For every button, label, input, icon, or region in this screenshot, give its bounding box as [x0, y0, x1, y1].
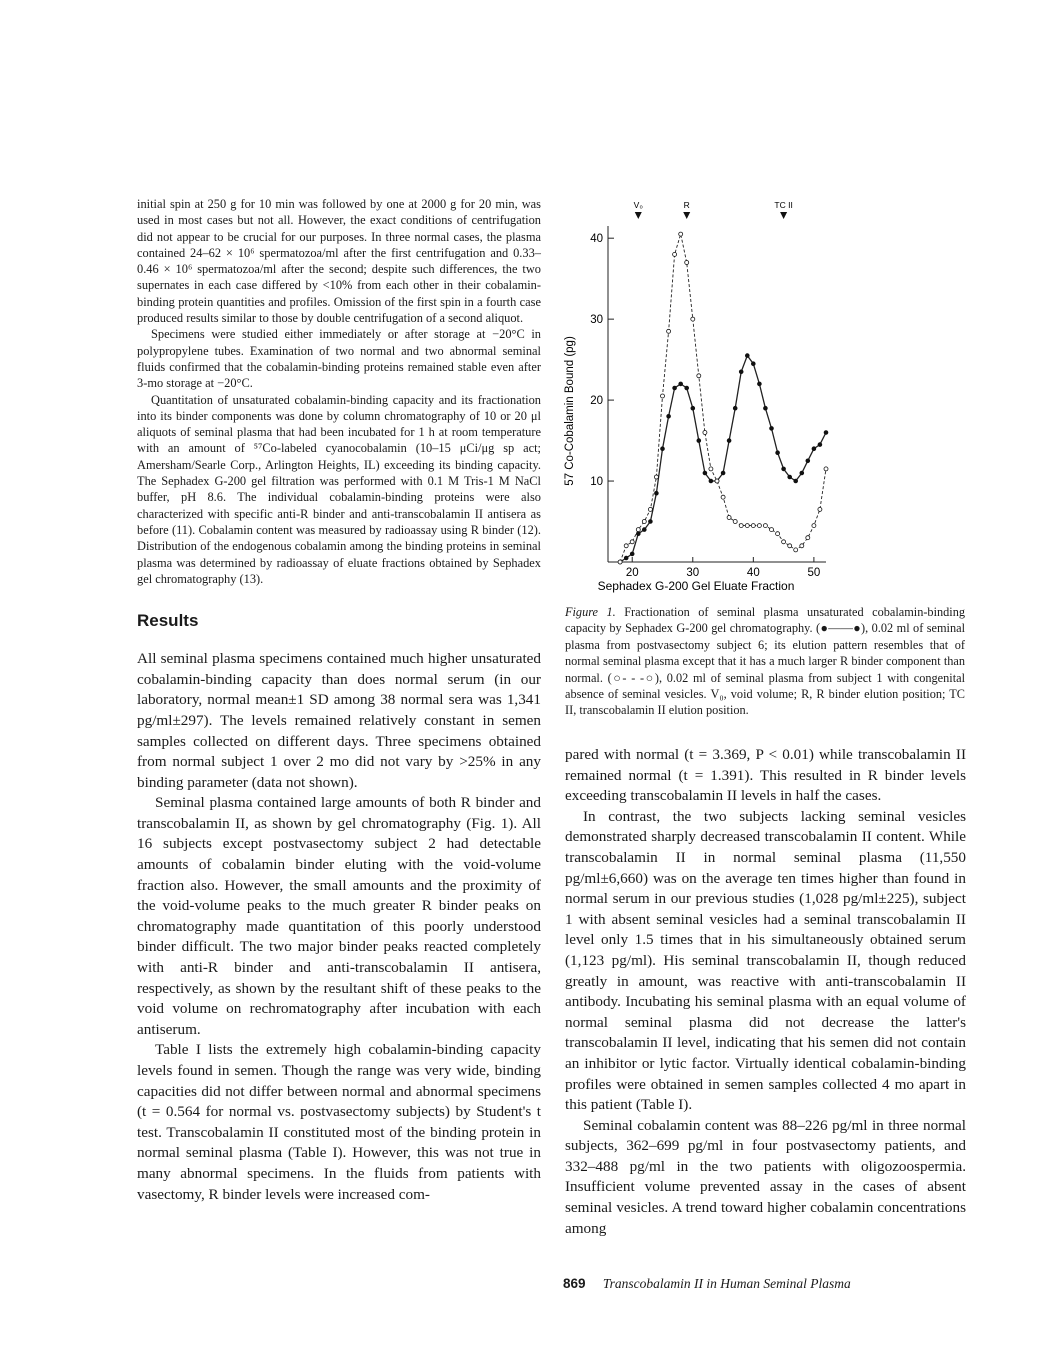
- caption-text: Fractionation of seminal plasma unsaturated cobalamin-binding capacity by Sephadex G-200 gel chromatography. (●——●), 0.02 ml of seminal plasma from postvasectomy subject 6; its elution pattern resembles that of normal seminal plasma except that it has a much larger R binder component than normal. (○- - -○), 0.02 ml of seminal plasma from subject 1 with congenital absence of seminal vesicles. V₀, void volume; R, R binder elution position; TC II, transcobalamin II elution position.: [565, 605, 966, 718]
- open-data-point: [800, 544, 804, 548]
- open-data-point: [703, 431, 707, 435]
- filled-data-point: [824, 431, 828, 435]
- results-section: [137, 649, 541, 1205]
- open-data-point: [673, 252, 677, 256]
- filled-data-point: [721, 471, 725, 475]
- right-column: [565, 745, 966, 1239]
- elution-marker-arrow: [635, 212, 642, 219]
- y-axis-label: 57 Co-Cobalamin Bound (pg): [564, 336, 576, 486]
- open-data-point: [788, 544, 792, 548]
- results-paragraph: Seminal plasma contained large amounts of both R binder and transcobalamin II, as shown by gel chromatography (Fig. 1). All 16 subjects except postvasectomy subject 2 had detectable amounts of cobalamin binder eluting with the void-volume fraction also. However, the small amounts and the proximity of the void-volume peaks to the much greater R binder peaks on chromatography made quantitation of this poorly understood binder difficult. The two major binder peaks reacted completely with anti-R binder and anti-transcobalamin II antisera, respectively, as shown by the resultant shift of these peaks to the void volume on rechromatography after incubation with each antiserum.: [137, 794, 541, 1038]
- open-data-point: [721, 495, 725, 499]
- open-data-point: [691, 317, 695, 321]
- filled-data-point: [667, 414, 671, 418]
- filled-data-point: [776, 451, 780, 455]
- open-data-point: [624, 544, 628, 548]
- elution-marker-label: TC II: [774, 200, 793, 210]
- elution-marker-label: V₀: [633, 200, 643, 210]
- open-data-point: [806, 536, 810, 540]
- filled-data-point: [788, 475, 792, 479]
- results-heading: Results: [137, 611, 199, 631]
- open-data-point: [739, 524, 743, 528]
- open-data-point: [776, 532, 780, 536]
- chart-marks: [618, 200, 828, 564]
- filled-data-point: [739, 370, 743, 374]
- open-data-point: [636, 528, 640, 532]
- open-data-point: [745, 524, 749, 528]
- filled-data-point: [642, 528, 646, 532]
- open-data-point: [818, 507, 822, 511]
- elution-marker-label: R: [683, 200, 690, 210]
- methods-paragraph: initial spin at 250 g for 10 min was followed by one at 2000 g for 20 min, was used in most cases but not all. However, the exact conditions of centrifugation did not appear to be crucial for our purposes. In three normal cases, the plasma contained 24–62 × 10⁶ spermatozoa/ml after the first centrifugation and 0.33–0.46 × 10⁶ spermatozoa/ml after the second; despite such differences, the two supernates in each case differed by <10% from each other in their cobalamin-binding protein quantities and profiles. Omission of the first spin in a fourth case produced results similar to those by double centrifugation of a second aliquot.: [137, 197, 541, 326]
- open-data-point: [709, 467, 713, 471]
- y-tick-label: 20: [590, 395, 603, 408]
- filled-data-point: [794, 479, 798, 483]
- open-data-point: [733, 520, 737, 524]
- chart-axes: [590, 226, 826, 579]
- x-tick-label: 20: [625, 567, 639, 579]
- open-data-point: [618, 560, 622, 564]
- methods-paragraph: Specimens were studied either immediately or after storage at −20°C in polypropylene tubes. Examination of two normal and two abnormal seminal fluids confirmed that the cobalamin-binding proteins remained stable even after 3-mo storage at −20°C.: [137, 327, 541, 391]
- open-data-point: [648, 507, 652, 511]
- open-data-point: [757, 524, 761, 528]
- figure-caption: [565, 604, 965, 719]
- open-data-point: [763, 524, 767, 528]
- open-data-point: [751, 524, 755, 528]
- filled-data-point: [697, 439, 701, 443]
- filled-data-point: [685, 386, 689, 390]
- filled-data-point: [703, 471, 707, 475]
- filled-data-point: [800, 471, 804, 475]
- y-tick-label: 30: [590, 314, 603, 327]
- elution-marker-arrow: [683, 212, 690, 219]
- filled-data-point: [770, 427, 774, 431]
- filled-data-point: [679, 382, 683, 386]
- filled-data-point: [733, 406, 737, 410]
- series-line-solid: [620, 356, 826, 562]
- open-data-point: [697, 374, 701, 378]
- open-data-point: [782, 540, 786, 544]
- body-paragraph: pared with normal (t = 3.369, P < 0.01) while transcobalamin II remained normal (t = 1.391). This resulted in R binder levels exceeding transcobalamin II levels in half the cases.: [565, 746, 966, 805]
- filled-data-point: [655, 491, 659, 495]
- filled-data-point: [806, 459, 810, 463]
- results-paragraph: Table I lists the extremely high cobalamin-binding capacity levels found in semen. Though the range was very wide, binding capacities did not differ between normal and abnormal specimens (t = 0.564 for normal vs. postvasectomy subjects) by Student's t test. Transcobalamin II constituted most of the binding protein in normal seminal plasma (Table I). However, this was not true in many abnormal specimens. In the fluids from patients with vasectomy, R binder levels were increased com-: [137, 1041, 541, 1203]
- open-data-point: [642, 520, 646, 524]
- methods-paragraph: Quantitation of unsaturated cobalamin-binding capacity and its fractionation into its binder components was done by column chromatography of 10 or 20 μl aliquots of seminal plasma that had been incubated for 1 h at room temperature with an amount of ⁵⁷Co-labeled cyanocobalamin (10–15 μCi/μg sp act; Amersham/Searle Corp., Arlington Heights, IL) exceeding its binding capacity. The Sephadex G-200 gel filtration was performed with 0.1 M Tris-1 M NaCl buffer, pH 8.6. The individual cobalamin-binding proteins were also characterized with specific anti-R binder and anti-transcobalamin II antisera as before (11). Cobalamin content was measured by radioassay using R binder (12). Distribution of the endogenous cobalamin among the binding proteins in seminal plasma was determined by radioassay of eluate fractions obtained by Sephadex gel chromatography (13).: [137, 392, 541, 586]
- open-data-point: [715, 479, 719, 483]
- x-axis-label: Sephadex G-200 Gel Eluate Fraction: [597, 579, 795, 593]
- filled-data-point: [630, 552, 634, 556]
- elution-marker-arrow: [780, 212, 787, 219]
- results-paragraph: All seminal plasma specimens contained much higher unsaturated cobalamin-binding capacity than does normal serum (in our laboratory, normal mean±1 SD among 38 normal sera was 1,341 pg/ml±297). The levels remained relatively constant in semen samples collected on different days. Three specimens obtained from normal subject 1 over 2 mo did not vary by >25% in any binding parameter (data not shown).: [137, 650, 541, 791]
- open-data-point: [727, 516, 731, 520]
- filled-data-point: [745, 354, 749, 358]
- filled-data-point: [751, 362, 755, 366]
- figure-1: [556, 196, 846, 596]
- filled-data-point: [673, 386, 677, 390]
- filled-data-point: [691, 406, 695, 410]
- open-data-point: [654, 475, 658, 479]
- open-data-point: [824, 467, 828, 471]
- left-column: [137, 196, 541, 1205]
- caption-label: Figure 1.: [565, 605, 616, 619]
- filled-data-point: [661, 447, 665, 451]
- open-data-point: [679, 232, 683, 236]
- filled-data-point: [727, 439, 731, 443]
- filled-data-point: [818, 443, 822, 447]
- filled-data-point: [812, 447, 816, 451]
- body-paragraph: Seminal cobalamin content was 88–226 pg/ml in three normal subjects, 362–699 pg/ml in four postvasectomy patients, and 332–488 pg/ml in the two patients with oligozoospermia. Insufficient volume prevented assay in the cases of absent seminal vesicles. A trend toward higher cobalamin concentrations among: [565, 1116, 966, 1237]
- filled-data-point: [709, 479, 713, 483]
- filled-data-point: [758, 382, 762, 386]
- page-footer: [563, 1276, 851, 1292]
- y-tick-label: 10: [590, 476, 603, 489]
- body-paragraph: In contrast, the two subjects lacking seminal vesicles demonstrated sharply decreased transcobalamin II content. While transcobalamin II in normal seminal plasma (11,550 pg/ml±6,660) was on the average ten times higher than found in normal serum in our previous studies (1,028 pg/ml±225), subject 1 with absent seminal vesicles had a seminal transcobalamin II level only 1.5 times that in his simultaneously obtained serum (1,123 pg/ml). His seminal transcobalamin II, though reduced greatly in amount, was reactive with anti-transcobalamin II antibody. Incubating his seminal plasma with an equal volume of normal seminal plasma did not decrease the latter's transcobalamin II level, indicating that his semen did not contain an inhibitor or lytic factor. Virtually identical cobalamin-binding profiles were obtained in semen samples collected 4 mo apart in this patient (Table I).: [565, 807, 966, 1114]
- open-data-point: [630, 540, 634, 544]
- elution-chart: [556, 196, 846, 596]
- y-tick-label: 40: [590, 233, 603, 246]
- methods-section: [137, 196, 541, 587]
- open-data-point: [685, 261, 689, 265]
- filled-data-point: [624, 556, 628, 560]
- open-data-point: [794, 548, 798, 552]
- open-data-point: [661, 394, 665, 398]
- x-tick-label: 40: [746, 567, 760, 579]
- filled-data-point: [764, 406, 768, 410]
- filled-data-point: [782, 467, 786, 471]
- open-data-point: [770, 528, 774, 532]
- page-number: 869: [563, 1276, 586, 1291]
- open-data-point: [667, 329, 671, 333]
- open-data-point: [812, 524, 816, 528]
- filled-data-point: [649, 520, 653, 524]
- series-line-dashed: [620, 234, 826, 562]
- running-title: Transcobalamin II in Human Seminal Plasma: [602, 1276, 851, 1291]
- x-tick-label: 30: [686, 567, 700, 579]
- x-tick-label: 50: [807, 567, 821, 579]
